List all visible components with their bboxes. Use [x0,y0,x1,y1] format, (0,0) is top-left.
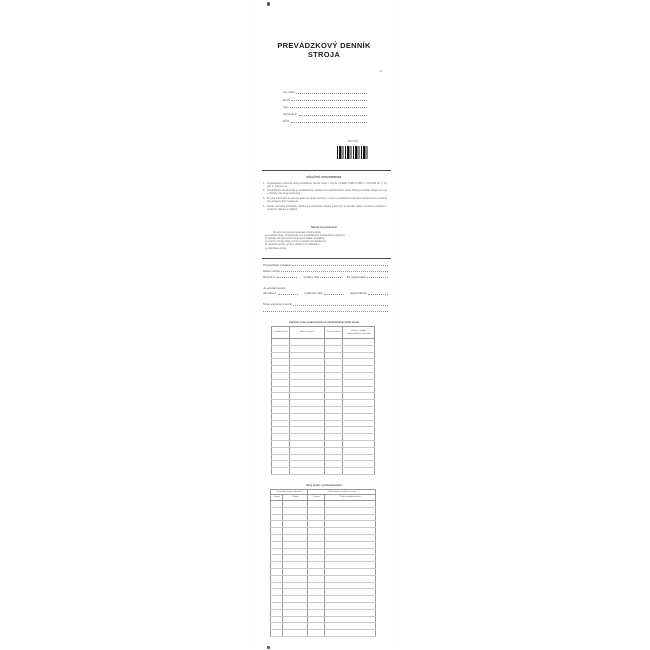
empty-cell [290,379,325,386]
page-title-line1: PREVÁDZKOVÝ DENNÍK [277,41,371,50]
notice-item-number: 3. [263,197,265,201]
table-row [271,548,376,555]
empty-cell [325,609,376,616]
empty-cell [325,603,376,610]
handover-table-header [271,489,376,501]
empty-cell [272,345,290,352]
usage-item: d) vykonané opravy, výmeny súčastí a ich odskúšanie, [265,244,321,247]
empty-cell [272,413,290,420]
empty-cell [308,528,325,535]
empty-cell [283,569,308,576]
empty-cell [271,528,283,535]
usage-item: c) poruchy a chyby stroja, termíny a spôsob ich odstránenia, [265,241,327,244]
empty-cell [271,630,283,637]
handover-table-body [271,501,376,637]
operators-table [271,326,375,475]
dotted-fill-line [263,311,388,312]
empty-cell [308,569,325,576]
empty-cell [272,468,290,475]
empty-cell [271,562,283,569]
field-kind [283,94,367,101]
empty-cell [290,359,325,366]
table-row [272,440,375,447]
empty-cell [325,535,376,542]
column-header-licence-number: Číslo preukazu [325,327,343,339]
usage-item: e) odovzdanie stroja. [265,247,287,250]
table-row [272,366,375,373]
table-row [272,345,375,352]
empty-cell [290,372,325,379]
empty-cell [343,427,375,434]
operators-table-title: Zoznam osôb oprávnených na obsluhovanie tohto stroja [289,320,359,324]
dotted-fill-line [290,107,367,108]
empty-cell [271,555,283,562]
notice-item [263,182,387,188]
empty-cell [283,507,308,514]
empty-cell [325,434,343,441]
table-row [272,461,375,468]
continuation-detail-line [263,291,388,295]
notice-item-text: Organizácia je povinná viesť prevádzkový denník stroja v zmysle vyhlášky SÚBP a SBÚ č. 374/1990 Zb. § 75, ods. 2, písmeno a). [267,181,387,188]
empty-cell [325,352,343,359]
operators-table-header [272,327,375,339]
field-inv-number [283,87,367,94]
machine-name-line [263,269,388,273]
empty-cell [290,413,325,420]
table-row [271,528,376,535]
dotted-fill-line [277,277,298,278]
empty-cell [308,630,325,637]
empty-cell [308,596,325,603]
table-row [272,420,375,427]
table-row [271,521,376,528]
empty-cell [308,609,325,616]
empty-cell [283,555,308,562]
table-row [272,386,375,393]
empty-cell [283,575,308,582]
operators-table-body [272,339,375,475]
empty-cell [343,447,375,454]
empty-cell [271,535,283,542]
notice-item [263,205,387,211]
empty-cell [283,582,308,589]
dotted-fill-line [320,277,341,278]
empty-cell [343,339,375,346]
dotted-fill-line [324,294,344,295]
empty-cell [308,535,325,542]
empty-cell [325,521,376,528]
table-row [271,596,376,603]
notice-item-number: 1. [263,181,265,185]
table-row [271,507,376,514]
dotted-fill-line [296,93,367,94]
scanned-form-sheet [255,0,393,650]
empty-cell [271,501,283,508]
empty-cell [271,548,283,555]
empty-cell [272,406,290,413]
table-row [271,616,376,623]
dotted-fill-line [291,122,367,123]
empty-cell [290,345,325,352]
empty-cell [271,582,283,589]
empty-cell [272,359,290,366]
group-header-return: Odovzdanie a vrátenie stroja [308,489,376,495]
empty-cell [308,507,325,514]
empty-cell [325,393,343,400]
field-label: Inv. číslo: [283,90,296,95]
empty-cell [272,427,290,434]
log-number-label: Denník č. [263,274,276,279]
empty-cell [283,501,308,508]
dotted-fill-line [368,294,388,295]
horizontal-rule [262,170,391,171]
table-row [271,541,376,548]
empty-cell [283,589,308,596]
scan-speck-top [267,2,270,6]
empty-cell [271,616,283,623]
empty-cell [272,440,290,447]
usage-item: a) prevzatie stroja, oboznámenie sa s prevádzkovými podmienkami a pokynmi, [265,235,346,238]
received-by-line [263,302,388,306]
scan-speck-bottom [267,646,270,649]
empty-cell [290,339,325,346]
empty-cell [290,400,325,407]
dotted-fill-line [367,277,388,278]
notice-list [263,182,387,213]
empty-cell [325,589,376,596]
table-row [271,589,376,596]
empty-cell [290,461,325,468]
table-row [272,434,375,441]
table-row [272,359,375,366]
horizontal-rule [262,258,391,259]
empty-cell [343,406,375,413]
empty-cell [325,406,343,413]
table-row [272,339,375,346]
empty-cell [271,603,283,610]
dotted-fill-line [292,265,388,266]
empty-cell [343,400,375,407]
field-label: Typ: [283,104,289,109]
empty-cell [325,345,343,352]
empty-cell [308,575,325,582]
empty-cell [283,562,308,569]
field-type [283,102,367,109]
empty-cell [283,528,308,535]
empty-cell [283,535,308,542]
empty-cell [325,440,343,447]
empty-cell [283,548,308,555]
continuation-label: Je pokračovaním [263,285,286,290]
column-header-order-number: Poradové číslo [272,327,290,339]
empty-cell [325,447,343,454]
table-row [272,379,375,386]
empty-cell [325,413,343,420]
empty-cell [271,589,283,596]
group-header-takeover: Prevzatie stroja a denníka [271,489,308,495]
field-registration-number [283,116,367,123]
empty-cell [272,461,290,468]
empty-cell [283,514,308,521]
empty-cell [290,434,325,441]
notice-item [263,197,387,203]
empty-cell [272,434,290,441]
cont-issued-label: vydaného dňa [303,291,323,296]
form-code-label: ŠEVT 601 [347,140,359,143]
empty-cell [271,541,283,548]
dotted-fill-line [281,271,388,272]
empty-cell [325,569,376,576]
column-header-date: Dátum [308,495,325,501]
table-row [271,501,376,508]
empty-cell [308,514,325,521]
usage-item: b) výsledky denných kontrol stroja pred začatím prevádzky, [265,238,326,241]
empty-cell [308,541,325,548]
empty-cell [325,427,343,434]
empty-cell [343,345,375,352]
scan-speck-right [380,70,382,72]
table-row [271,514,376,521]
empty-cell [325,372,343,379]
table-row [272,372,375,379]
empty-cell [272,372,290,379]
table-row [271,582,376,589]
empty-cell [271,609,283,616]
cont-log-number-label: denníka č. [263,291,277,296]
table-row [271,569,376,576]
empty-cell [308,589,325,596]
empty-cell [290,440,325,447]
empty-cell [283,603,308,610]
notice-item-number: 2. [263,189,265,193]
empty-cell [325,528,376,535]
empty-cell [271,521,283,528]
field-label: EČV: [283,119,290,124]
empty-cell [283,521,308,528]
field-serial-number [283,109,367,116]
table-row [271,623,376,630]
table-row [272,427,375,434]
empty-cell [343,366,375,373]
empty-cell [308,521,325,528]
notice-heading: DÔLEŽITÉ UPOZORNENIE [306,175,342,179]
table-row [272,468,375,475]
table-row [272,406,375,413]
table-row [271,535,376,542]
handover-table [270,489,376,638]
empty-cell [283,541,308,548]
empty-cell [325,420,343,427]
dotted-fill-line [293,305,388,306]
column-header-receiver-signature: Podpis preberajúceho [325,495,376,501]
empty-cell [272,454,290,461]
empty-cell [283,616,308,623]
continuation-blank-line [263,309,388,313]
empty-cell [308,582,325,589]
table-row [271,555,376,562]
usage-intro: Do tohto denníka zaznamenáva obsluha stroja: [273,231,322,234]
machine-id-fields [283,87,367,123]
empty-cell [325,596,376,603]
dotted-fill-line [278,294,298,295]
empty-cell [308,548,325,555]
table-row [272,447,375,454]
machine-name-label: Názov stroja [263,268,280,273]
issued-date-label: Vydaný dňa [303,274,320,279]
empty-cell [290,366,325,373]
empty-cell [290,427,325,434]
empty-cell [325,548,376,555]
empty-cell [325,562,376,569]
empty-cell [343,420,375,427]
empty-cell [271,623,283,630]
field-label: Druh: [283,97,291,102]
empty-cell [283,623,308,630]
column-header-date: Dátum [271,495,283,501]
table-row [271,609,376,616]
page-title-line2: STROJA [307,50,341,59]
cont-organization-label: organizáciou [349,291,367,296]
empty-cell [325,454,343,461]
empty-cell [271,514,283,521]
dotted-fill-line [299,115,367,116]
organization-label: Za organizáciu [346,274,367,279]
empty-cell [272,339,290,346]
notice-item [263,189,387,195]
table-row [271,630,376,637]
empty-cell [325,507,376,514]
operator-line [263,263,388,267]
empty-cell [308,623,325,630]
empty-cell [290,420,325,427]
registration-block [263,263,388,313]
empty-cell [308,603,325,610]
table-row [272,400,375,407]
empty-cell [272,366,290,373]
empty-cell [290,406,325,413]
empty-cell [290,386,325,393]
empty-cell [325,501,376,508]
usage-instructions [265,232,385,251]
empty-cell [290,468,325,475]
empty-cell [290,352,325,359]
empty-cell [325,623,376,630]
page-title [255,41,393,59]
empty-cell [343,440,375,447]
usage-heading: Návod na používanie [311,226,337,229]
operator-label: Prevádzateľ (majiteľ) [263,262,291,267]
empty-cell [343,393,375,400]
empty-cell [283,609,308,616]
empty-cell [325,555,376,562]
empty-cell [325,339,343,346]
table-row [272,393,375,400]
empty-cell [308,562,325,569]
empty-cell [325,359,343,366]
empty-cell [290,454,325,461]
empty-cell [272,420,290,427]
barcode-icon [337,146,369,159]
notice-item-text: Všetky vykonané prehliadky, údržbové a opravárske zásahy musia byť do denníka riadne a čitateľne zapísané s uvedením dátumu a podpisu. [267,205,387,212]
empty-cell [325,575,376,582]
log-issue-line [263,275,388,279]
empty-cell [325,616,376,623]
empty-cell [343,386,375,393]
notice-item-text: Pri jeho odovzdaní do archívu alebo pri strate musí byť v novom prevádzkovom denníku zaznamenaný skutočný stav stroja ku dňu vystavenia. [267,197,387,204]
empty-cell [308,501,325,508]
table-row [271,603,376,610]
notice-item-number: 4. [263,205,265,209]
empty-cell [343,461,375,468]
table-row [271,562,376,569]
received-by-label: Stroj a denník prevzal [263,302,293,307]
dotted-fill-line [291,100,367,101]
continuation-line [263,286,388,290]
empty-cell [272,393,290,400]
empty-cell [272,352,290,359]
handover-table-title: Stroj spolu s príslušenstvom [306,483,342,487]
table-row [272,352,375,359]
column-header-name-address: Meno a adresa [290,327,325,339]
empty-cell [272,379,290,386]
empty-cell [325,468,343,475]
empty-cell [343,352,375,359]
empty-cell [343,413,375,420]
empty-cell [290,393,325,400]
empty-cell [308,555,325,562]
table-row [272,454,375,461]
empty-cell [308,616,325,623]
empty-cell [325,541,376,548]
column-header-date-signature: Dátum a podpis zodpovedného vedúceho [343,327,375,339]
column-header-signature: Podpis [283,495,308,501]
empty-cell [271,507,283,514]
empty-cell [325,514,376,521]
empty-cell [325,400,343,407]
empty-cell [271,569,283,576]
empty-cell [343,379,375,386]
empty-cell [283,596,308,603]
empty-cell [325,630,376,637]
empty-cell [343,372,375,379]
notice-item-text: Prevádzkový denník stroja je neoddeliteľnou súčasťou prevádzkovaného stroja. Počas prevádzky stroja musí byť u obsluhy, kde sa aj uschováva. [267,189,387,196]
table-row [271,575,376,582]
empty-cell [325,366,343,373]
empty-cell [343,468,375,475]
field-label: Výrobné č.: [283,112,299,117]
empty-cell [272,447,290,454]
empty-cell [272,386,290,393]
empty-cell [271,596,283,603]
empty-cell [325,461,343,468]
empty-cell [271,575,283,582]
empty-cell [290,447,325,454]
empty-cell [325,379,343,386]
table-row [272,413,375,420]
empty-cell [325,386,343,393]
empty-cell [343,434,375,441]
empty-cell [343,359,375,366]
empty-cell [325,582,376,589]
empty-cell [283,630,308,637]
empty-cell [272,400,290,407]
empty-cell [343,454,375,461]
